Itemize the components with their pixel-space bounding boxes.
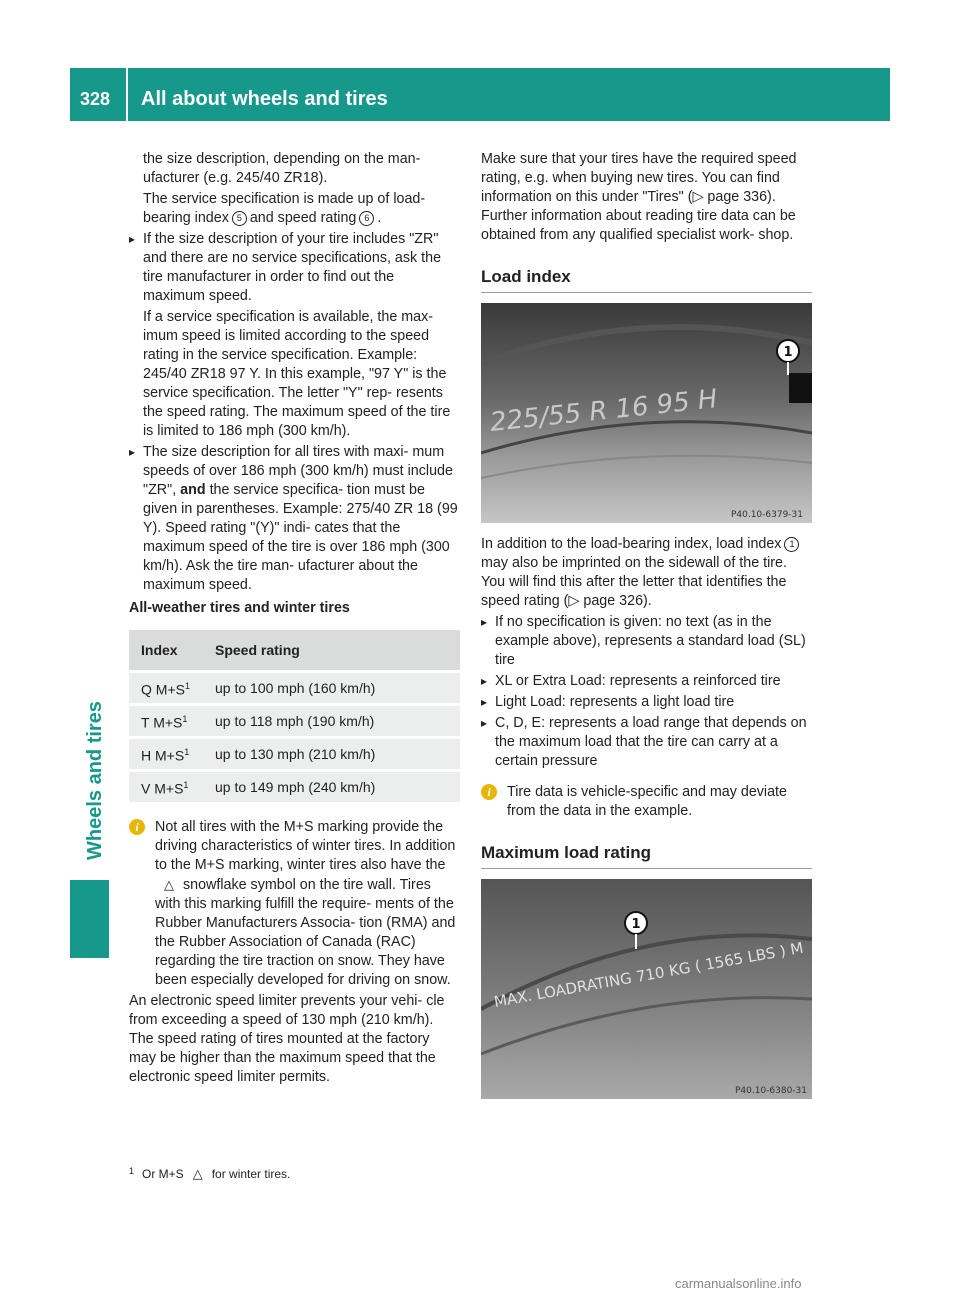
index-text: Q M+S: [141, 681, 185, 698]
index-cell: [129, 672, 203, 705]
footnote-marker: 1: [184, 680, 190, 691]
paragraph: [129, 190, 460, 228]
index-cell: [129, 771, 203, 803]
column-header-index: Index: [129, 630, 203, 672]
maximum-load-rating-photo: [481, 879, 812, 1099]
bold-text: and: [180, 482, 206, 498]
speed-cell: up to 149 mph (240 km/h): [203, 771, 460, 803]
footnote-marker: 1: [184, 746, 190, 757]
chapter-marker: [70, 880, 109, 958]
speed-cell: up to 130 mph (210 km/h): [203, 738, 460, 771]
callout-1-icon: 1: [783, 345, 793, 360]
text: .: [377, 210, 382, 226]
callout-1-icon: 1: [784, 537, 799, 552]
speed-cell: up to 100 mph (160 km/h): [203, 672, 460, 705]
table-row: [129, 738, 460, 771]
speed-rating-table: [129, 630, 460, 802]
paragraph: [481, 535, 812, 611]
page-reference: (▷ page 336).: [687, 189, 776, 205]
list-item: ▸ Light Load: represents a light load tire: [481, 693, 812, 712]
table-row: [129, 705, 460, 738]
footnote: [129, 1166, 290, 1182]
section-heading-maximum-load-rating: Maximum load rating: [481, 843, 812, 869]
page-header: [70, 68, 890, 121]
text: snowflake symbol on the tire wall. Tires with this marking fulfill the require- ments of the Rubber Manufacturers Associa- tion (RMA) and the Rubber Association of Canada (RAC) regarding the tire traction on snow. They have been especially developed for driving on snow.: [155, 877, 456, 988]
text: Tire data is vehicle-specific and may deviate from the data in the example.: [507, 784, 787, 819]
page-number: 328: [80, 89, 111, 109]
footnote-number: 1: [129, 1166, 135, 1176]
watermark: carmanualsonline.info: [675, 1276, 802, 1291]
text: Or M+S: [142, 1167, 184, 1181]
list-item: ▸ If the size description of your tire includes "ZR" and there are no service specifications, ask the tire manufacturer in order to find out the maximum speed.: [129, 230, 460, 306]
snowflake-mountain-icon: △: [164, 877, 174, 892]
text: and speed rating: [249, 210, 357, 226]
info-icon: i: [129, 819, 145, 835]
chapter-tab-label: Wheels and tires: [84, 701, 106, 860]
column-header-speed-rating: Speed rating: [203, 630, 460, 672]
sidewall-marking: 225/55 R 16 95 H: [488, 384, 719, 438]
table-row: [129, 672, 460, 705]
figure-code: P40.10-6379-31: [730, 510, 803, 520]
chapter-tab: [70, 640, 109, 880]
text: the service specifica- tion must be given in parentheses. Example: 275/40 ZR 18 (99 Y). Speed rating "(Y)" indi- cates that the maximum speed of the tire is over 186 mph (300 km/h). Ask the tire man- ufacturer about the maximum speed.: [143, 482, 458, 593]
list-item: ▸ If no specification is given: no text (as in the example above), represents a standard load (SL) tire: [481, 613, 812, 670]
text: for winter tires.: [211, 1167, 291, 1181]
text: Not all tires with the M+S marking provide the driving characteristics of winter tires. In addition to the M+S marking, winter tires also have the: [155, 819, 456, 873]
table-row: [129, 771, 460, 803]
info-note: [481, 783, 812, 821]
index-text: T M+S: [141, 714, 183, 731]
header-divider: [126, 68, 128, 121]
index-text: H M+S: [141, 747, 185, 764]
paragraph: An electronic speed limiter prevents your vehi- cle from exceeding a speed of 130 mph (210 km/h).: [129, 993, 445, 1028]
paragraph: the size description, depending on the man- ufacturer (e.g. 245/40 ZR18).: [143, 151, 421, 186]
figure-code: P40.10-6380-31: [734, 1086, 807, 1096]
speed-cell: up to 118 mph (190 km/h): [203, 705, 460, 738]
footnote-marker: 1: [182, 713, 188, 724]
index-cell: [129, 705, 203, 738]
text: may also be imprinted on the sidewall of the tire. You will find this after the letter that identifies the speed rating (▷ page 326).: [481, 555, 787, 609]
left-column: [129, 150, 460, 1087]
list-item: ▸ XL or Extra Load: represents a reinforced tire: [481, 672, 812, 691]
section-heading-load-index: Load index: [481, 267, 812, 293]
info-icon: i: [481, 784, 497, 800]
text: The service specification is made up of load- bearing index: [143, 191, 426, 226]
text: The size description for all tires with maxi- mum speeds of over 186 mph (300 km/h) must include "ZR",: [143, 444, 453, 498]
list-item: [129, 443, 460, 595]
paragraph: Further information about reading tire data can be obtained from any qualified specialist work- shop.: [481, 208, 796, 243]
paragraph: The speed rating of tires mounted at the factory may be higher than the maximum speed that the electronic speed limiter permits.: [129, 1031, 436, 1085]
paragraph: If a service specification is available, the max- imum speed is limited according to the speed rating in the service specification. Example: 245/40 ZR18 97 Y. In this example, "97 Y" is the service specification. The letter "Y" rep- resents the speed rating. The maximum speed of the tire is limited to 186 mph (300 km/h).: [143, 309, 451, 439]
snowflake-mountain-icon: △: [192, 1166, 203, 1181]
page-title: All about wheels and tires: [141, 88, 388, 110]
table-heading: All-weather tires and winter tires: [129, 600, 350, 616]
list-item: ▸ C, D, E: represents a load range that depends on the maximum load that the tire can carry at a certain pressure: [481, 714, 812, 771]
footnote-marker: 1: [183, 779, 189, 790]
text: In addition to the load-bearing index, load index: [481, 536, 782, 552]
callout-1-icon: 1: [631, 917, 641, 932]
callout-5-icon: 5: [232, 211, 247, 226]
table-header-row: [129, 630, 460, 672]
sidewall-marking: MAX. LOADRATING 710 KG ( 1565 LBS ) M: [492, 938, 805, 1011]
info-note: [129, 818, 460, 990]
load-index-photo: [481, 303, 812, 523]
index-text: V M+S: [141, 780, 184, 797]
callout-6-icon: 6: [359, 211, 374, 226]
right-column: [481, 150, 812, 1099]
paragraph: [481, 150, 812, 207]
text: Make sure that your tires have the required speed rating, e.g. when buying new tires. You can find information on this under "Tires": [481, 151, 797, 205]
index-cell: [129, 738, 203, 771]
